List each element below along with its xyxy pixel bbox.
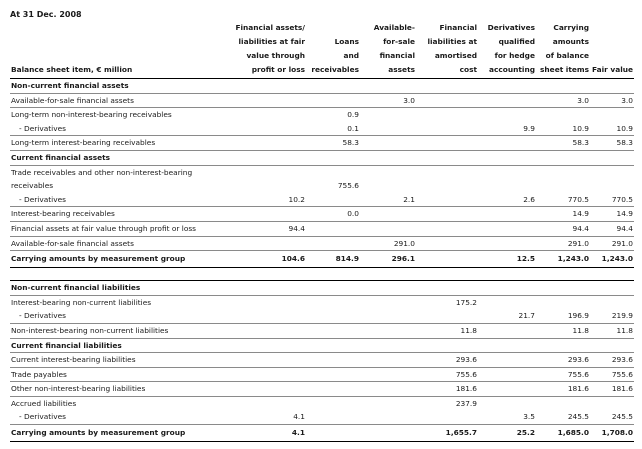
cell-value: 9.9: [478, 122, 536, 136]
cell-value: [360, 268, 416, 281]
column-header-line: Balance sheet item, € million: [11, 65, 133, 74]
cell-value: [222, 165, 306, 179]
cell-value: [478, 367, 536, 382]
column-header-line: liabilities at: [427, 37, 477, 46]
cell-value: 3.0: [590, 93, 634, 108]
column-header: [222, 21, 306, 79]
cell-value: [478, 295, 536, 309]
cell-value: [478, 396, 536, 410]
cell-value: [416, 122, 478, 136]
date-label: At 31 Dec. 2008: [10, 10, 82, 19]
column-header-line: value through: [246, 51, 305, 60]
cell-value: 245.5: [536, 410, 590, 424]
table-row: [10, 221, 634, 236]
cell-value: 770.5: [536, 193, 590, 207]
row-label: Current interest-bearing liabilities: [10, 353, 222, 368]
table-row: [10, 268, 634, 281]
table-row: [10, 382, 634, 397]
column-header: [416, 21, 478, 79]
cell-value: [536, 268, 590, 281]
table-row: [10, 309, 634, 323]
cell-value: 181.6: [416, 382, 478, 397]
cell-value: [306, 410, 360, 424]
cell-value: [306, 221, 360, 236]
cell-value: [306, 93, 360, 108]
row-label: Financial assets at fair value through profit or loss: [10, 221, 222, 236]
column-header-line: for-sale: [383, 37, 415, 46]
cell-value: 293.6: [536, 353, 590, 368]
cell-value: [360, 410, 416, 424]
cell-value: [222, 268, 306, 281]
cell-value: [590, 295, 634, 309]
row-label: - Derivatives: [10, 193, 222, 207]
cell-value: 755.6: [536, 367, 590, 382]
cell-value: [478, 108, 536, 122]
cell-value: [360, 207, 416, 222]
column-header-line: Loans: [334, 37, 359, 46]
column-header-line: amounts: [552, 37, 589, 46]
cell-value: 14.9: [536, 207, 590, 222]
cell-value: 0.1: [306, 122, 360, 136]
column-header-line: profit or loss: [251, 65, 305, 74]
column-header: [10, 21, 222, 79]
cell-value: 770.5: [590, 193, 634, 207]
cell-value: [590, 108, 634, 122]
cell-value: 94.4: [222, 221, 306, 236]
cell-value: [360, 150, 416, 165]
cell-value: [416, 93, 478, 108]
column-header-line: Available-: [373, 23, 415, 32]
cell-value: [478, 150, 536, 165]
row-label: Available-for-sale financial assets: [10, 93, 222, 108]
cell-value: 11.8: [590, 323, 634, 338]
cell-value: 755.6: [590, 367, 634, 382]
cell-value: [360, 122, 416, 136]
cell-value: [416, 281, 478, 296]
table-row: [10, 207, 634, 222]
cell-value: [222, 207, 306, 222]
cell-value: [590, 396, 634, 410]
cell-value: [536, 79, 590, 94]
cell-value: [222, 93, 306, 108]
cell-value: 755.6: [416, 367, 478, 382]
cell-value: 196.9: [536, 309, 590, 323]
cell-value: [536, 165, 590, 179]
cell-value: [306, 268, 360, 281]
row-label: Non-current financial liabilities: [10, 281, 222, 296]
cell-value: 291.0: [536, 236, 590, 251]
cell-value: [590, 179, 634, 193]
cell-value: [478, 179, 536, 193]
cell-value: [222, 382, 306, 397]
table-row: [10, 108, 634, 122]
cell-value: 2.6: [478, 193, 536, 207]
cell-value: [360, 309, 416, 323]
cell-value: 3.0: [536, 93, 590, 108]
cell-value: [536, 150, 590, 165]
cell-value: [306, 425, 360, 442]
cell-value: 814.9: [306, 251, 360, 268]
table-row: [10, 136, 634, 151]
cell-value: 291.0: [590, 236, 634, 251]
cell-value: [306, 193, 360, 207]
column-header-line: assets: [388, 65, 415, 74]
cell-value: 4.1: [222, 410, 306, 424]
cell-value: [478, 323, 536, 338]
cell-value: [306, 367, 360, 382]
cell-value: [360, 108, 416, 122]
cell-value: 2.1: [360, 193, 416, 207]
cell-value: 219.9: [590, 309, 634, 323]
cell-value: [222, 396, 306, 410]
section-row: [10, 281, 634, 296]
cell-value: [222, 150, 306, 165]
cell-value: 291.0: [360, 236, 416, 251]
cell-value: [222, 367, 306, 382]
cell-value: [222, 281, 306, 296]
row-label: Accrued liabilities: [11, 398, 77, 408]
cell-value: 296.1: [360, 251, 416, 268]
cell-value: 58.3: [306, 136, 360, 151]
cell-value: [536, 108, 590, 122]
cell-value: [222, 236, 306, 251]
cell-value: 181.6: [590, 382, 634, 397]
section-row: [10, 79, 634, 94]
column-header-line: amortised: [434, 51, 477, 60]
cell-value: 175.2: [455, 297, 477, 307]
table-row: [10, 122, 634, 136]
table-row: [10, 165, 634, 179]
cell-value: 245.5: [590, 410, 634, 424]
row-label: Available-for-sale financial assets: [10, 236, 222, 251]
section-row: [10, 150, 634, 165]
cell-value: 181.6: [536, 382, 590, 397]
cell-value: [306, 382, 360, 397]
cell-value: [478, 382, 536, 397]
cell-value: [306, 295, 360, 309]
cell-value: 94.4: [590, 221, 634, 236]
column-header-line: qualified: [498, 37, 535, 46]
row-label: - Derivatives: [10, 410, 222, 424]
cell-value: 14.9: [590, 207, 634, 222]
cell-value: [306, 323, 360, 338]
row-label: Non-interest-bearing non-current liabilities: [10, 323, 222, 338]
cell-value: 1,685.0: [536, 425, 590, 442]
document: [10, 8, 634, 442]
cell-value: 10.9: [590, 122, 634, 136]
cell-value: [360, 295, 416, 309]
cell-value: 10.9: [536, 122, 590, 136]
cell-value: [360, 79, 416, 94]
cell-value: [590, 79, 634, 94]
cell-value: 1,655.7: [416, 425, 478, 442]
cell-value: [478, 353, 536, 368]
row-label: Current financial liabilities: [10, 338, 222, 353]
financial-instruments-table: [10, 21, 634, 442]
cell-value: [360, 323, 416, 338]
cell-value: [360, 353, 416, 368]
cell-value: 0.0: [306, 207, 360, 222]
cell-value: [416, 221, 478, 236]
cell-value: [478, 338, 536, 353]
cell-value: [478, 165, 536, 179]
cell-value: [360, 425, 416, 442]
table-row: [10, 295, 634, 309]
row-label: - Derivatives: [10, 122, 222, 136]
cell-value: [222, 353, 306, 368]
cell-value: [222, 323, 306, 338]
cell-value: 1,708.0: [590, 425, 634, 442]
column-header: [360, 21, 416, 79]
cell-value: [306, 309, 360, 323]
cell-value: 1,243.0: [590, 251, 634, 268]
cell-value: [222, 79, 306, 94]
cell-value: 11.8: [416, 323, 478, 338]
cell-value: [478, 93, 536, 108]
cell-value: 25.2: [478, 425, 536, 442]
cell-value: [416, 338, 478, 353]
row-label: Current financial assets: [10, 150, 222, 165]
cell-value: 4.1: [222, 425, 306, 442]
header-row: [10, 21, 634, 79]
column-header-line: accounting: [489, 65, 535, 74]
cell-value: 3.0: [360, 93, 416, 108]
column-header: [536, 21, 590, 79]
cell-value: [306, 236, 360, 251]
cell-value: [478, 281, 536, 296]
cell-value: 11.8: [536, 323, 590, 338]
cell-value: [360, 396, 416, 410]
column-header-line: Financial assets/: [235, 23, 305, 32]
cell-value: [360, 338, 416, 353]
column-header: [478, 21, 536, 79]
cell-value: 3.5: [478, 410, 536, 424]
cell-value: [222, 108, 306, 122]
table-row: [10, 410, 634, 424]
table-row: [10, 396, 634, 410]
row-label: [10, 268, 222, 281]
cell-value: [416, 79, 478, 94]
table-row: [10, 367, 634, 382]
cell-value: [416, 207, 478, 222]
cell-value: 237.9: [455, 398, 477, 408]
cell-value: [536, 396, 590, 410]
cell-value: 94.4: [536, 221, 590, 236]
cell-value: [222, 136, 306, 151]
row-label: Interest-bearing receivables: [10, 207, 222, 222]
column-header-line: and: [343, 51, 359, 60]
cell-value: [478, 136, 536, 151]
cell-value: [360, 179, 416, 193]
cell-value: [536, 338, 590, 353]
section-row: [10, 338, 634, 353]
cell-value: [416, 108, 478, 122]
table-row: [10, 353, 634, 368]
cell-value: [478, 236, 536, 251]
column-header-line: Fair value: [592, 65, 633, 74]
cell-value: [360, 382, 416, 397]
cell-value: [478, 207, 536, 222]
cell-value: 21.7: [478, 309, 536, 323]
cell-value: 755.6: [337, 181, 359, 191]
cell-value: [360, 367, 416, 382]
cell-value: [306, 396, 360, 410]
cell-value: 293.6: [416, 353, 478, 368]
cell-value: [222, 179, 306, 193]
cell-value: [360, 165, 416, 179]
row-label: Carrying amounts by measurement group: [10, 251, 222, 268]
table-row: [10, 236, 634, 251]
column-header-line: receivables: [311, 65, 359, 74]
cell-value: 293.6: [590, 353, 634, 368]
cell-value: [590, 338, 634, 353]
cell-value: [536, 295, 590, 309]
table-row: [10, 193, 634, 207]
table-row: [10, 323, 634, 338]
row-label: Interest-bearing non-current liabilities: [11, 297, 152, 307]
table-row: [10, 93, 634, 108]
cell-value: [306, 165, 360, 179]
cell-value: [478, 268, 536, 281]
cell-value: [222, 295, 306, 309]
cell-value: [478, 221, 536, 236]
cell-value: [416, 136, 478, 151]
column-header-line: financial: [379, 51, 415, 60]
cell-value: [416, 236, 478, 251]
table-row: [10, 179, 634, 193]
column-header-line: for hedge: [494, 51, 535, 60]
row-label: Other non-interest-bearing liabilities: [10, 382, 222, 397]
row-label: Trade receivables and other non-interest-bearing: [11, 167, 193, 177]
column-header-line: sheet items: [540, 65, 589, 74]
cell-value: [306, 150, 360, 165]
cell-value: [360, 136, 416, 151]
cell-value: 58.3: [536, 136, 590, 151]
cell-value: 58.3: [590, 136, 634, 151]
cell-value: [222, 309, 306, 323]
cell-value: 104.6: [222, 251, 306, 268]
row-label: Long-term non-interest-bearing receivables: [11, 110, 172, 120]
cell-value: [306, 79, 360, 94]
cell-value: [478, 79, 536, 94]
cell-value: [590, 281, 634, 296]
cell-value: [416, 410, 478, 424]
column-header: [590, 21, 634, 79]
cell-value: 10.2: [222, 193, 306, 207]
cell-value: [416, 179, 478, 193]
cell-value: [536, 179, 590, 193]
column-header-line: of balance: [545, 51, 589, 60]
total-row: [10, 251, 634, 268]
cell-value: [306, 353, 360, 368]
cell-value: [222, 338, 306, 353]
column-header-line: liabilities at fair: [238, 37, 305, 46]
column-header-line: cost: [459, 65, 477, 74]
total-row: [10, 425, 634, 442]
row-label: Trade payables: [10, 367, 222, 382]
column-header-line: Derivatives: [487, 23, 535, 32]
row-label: Non-current financial assets: [10, 79, 222, 94]
row-label: Carrying amounts by measurement group: [10, 425, 222, 442]
cell-value: [416, 268, 478, 281]
cell-value: 12.5: [478, 251, 536, 268]
column-header: [306, 21, 360, 79]
column-header-line: Carrying: [553, 23, 589, 32]
cell-value: 0.9: [347, 110, 359, 120]
cell-value: [416, 150, 478, 165]
cell-value: [306, 281, 360, 296]
cell-value: [590, 150, 634, 165]
cell-value: [590, 165, 634, 179]
cell-value: [306, 338, 360, 353]
cell-value: [590, 268, 634, 281]
cell-value: [416, 165, 478, 179]
column-header-line: Financial: [439, 23, 477, 32]
row-label: receivables: [11, 181, 54, 191]
cell-value: 1,243.0: [536, 251, 590, 268]
cell-value: [416, 309, 478, 323]
cell-value: [360, 221, 416, 236]
row-label: - Derivatives: [10, 309, 222, 323]
cell-value: [360, 281, 416, 296]
row-label: Long-term interest-bearing receivables: [10, 136, 222, 151]
cell-value: [416, 193, 478, 207]
cell-value: [416, 251, 478, 268]
cell-value: [222, 122, 306, 136]
cell-value: [536, 281, 590, 296]
